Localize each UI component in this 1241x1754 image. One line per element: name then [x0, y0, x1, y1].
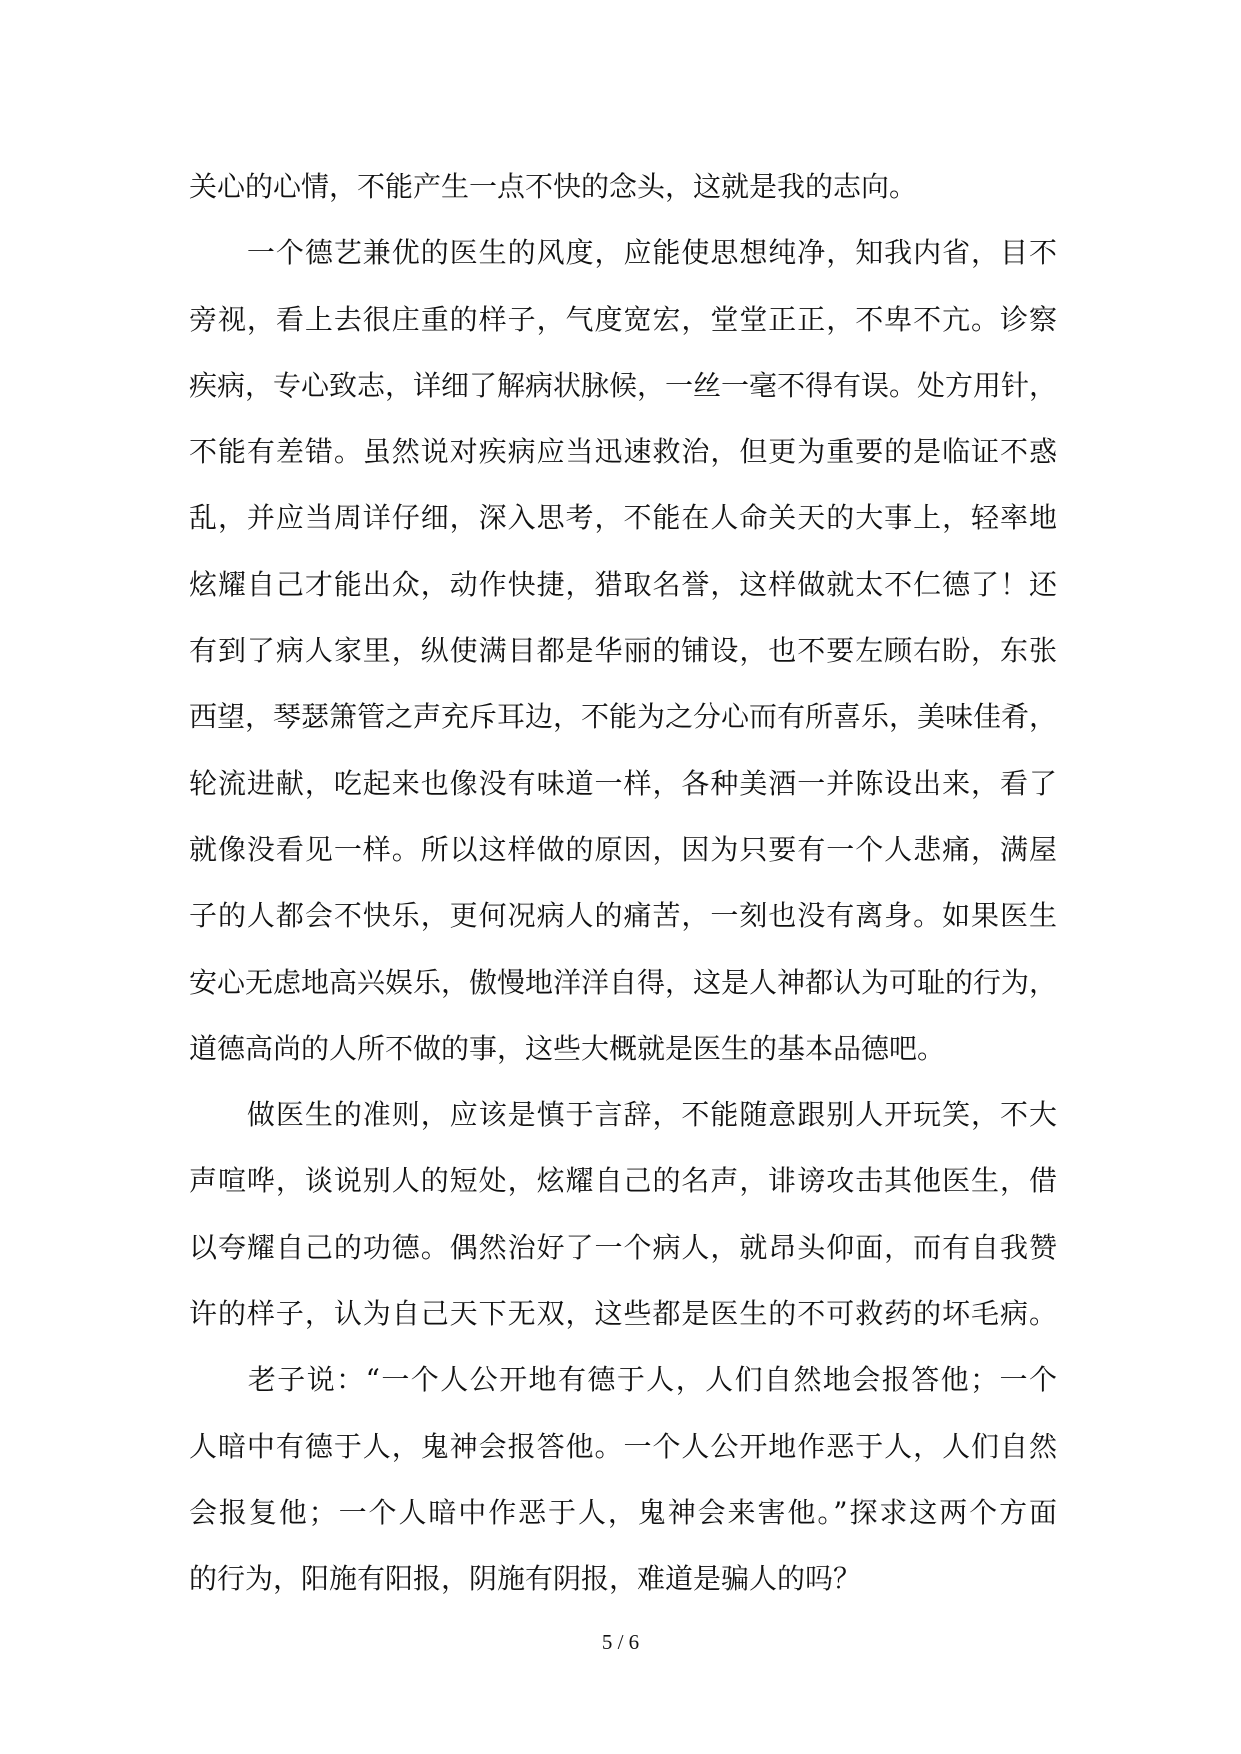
text-line: 西望，琴瑟箫管之声充斥耳边，不能为之分心而有所喜乐，美味佳肴，	[189, 700, 1058, 734]
text-line: 的行为，阳施有阳报，阴施有阴报，难道是骗人的吗？	[189, 1562, 862, 1596]
text-line: 乱，并应当周详仔细，深入思考，不能在人命关天的大事上，轻率地	[189, 501, 1057, 535]
text-line: 人暗中有德于人，鬼神会报答他。一个人公开地作恶于人，人们自然	[189, 1429, 1057, 1463]
text-line: 子的人都会不快乐，更何况病人的痛苦，一刻也没有离身。如果医生	[189, 899, 1057, 933]
text-line: 老子说：“一个人公开地有德于人，人们自然地会报答他；一个	[189, 1363, 1057, 1397]
page-number: 5 / 6	[601, 1630, 640, 1654]
text-line: 轮流进献，吃起来也像没有味道一样，各种美酒一并陈设出来，看了	[189, 766, 1057, 800]
text-line: 就像没看见一样。所以这样做的原因，因为只要有一个人悲痛，满屋	[189, 832, 1057, 866]
text-line: 有到了病人家里，纵使满目都是华丽的铺设，也不要左顾右盼，东张	[189, 634, 1057, 668]
text-line: 做医生的准则，应该是慎于言辞，不能随意跟别人开玩笑，不大	[189, 1098, 1057, 1132]
text-line: 炫耀自己才能出众，动作快捷，猎取名誉，这样做就太不仁德了！还	[189, 567, 1057, 601]
text-line: 安心无虑地高兴娱乐，傲慢地洋洋自得，这是人神都认为可耻的行为，	[189, 965, 1058, 999]
text-line: 旁视，看上去很庄重的样子，气度宽宏，堂堂正正，不卑不亢。诊察	[189, 302, 1057, 336]
text-line: 不能有差错。虽然说对疾病应当迅速救治，但更为重要的是临证不惑	[189, 435, 1057, 469]
text-line: 声喧哗，谈说别人的短处，炫耀自己的名声，诽谤攻击其他医生，借	[189, 1164, 1057, 1198]
text-line: 许的样子，认为自己天下无双，这些都是医生的不可救药的坏毛病。	[189, 1297, 1057, 1331]
text-line: 会报复他；一个人暗中作恶于人，鬼神会来害他。”探求这两个方面	[189, 1495, 1057, 1529]
text-line: 一个德艺兼优的医生的风度，应能使思想纯净，知我内省，目不	[189, 236, 1057, 270]
text-line: 道德高尚的人所不做的事，这些大概就是医生的基本品德吧。	[189, 1031, 946, 1065]
text-line: 关心的心情，不能产生一点不快的念头，这就是我的志向。	[189, 170, 918, 203]
text-line: 以夸耀自己的功德。偶然治好了一个病人，就昂头仰面，而有自我赞	[189, 1230, 1057, 1264]
text-line: 疾病，专心致志，详细了解病状脉候，一丝一毫不得有误。处方用针，	[189, 368, 1058, 402]
body-text	[189, 154, 1057, 1613]
